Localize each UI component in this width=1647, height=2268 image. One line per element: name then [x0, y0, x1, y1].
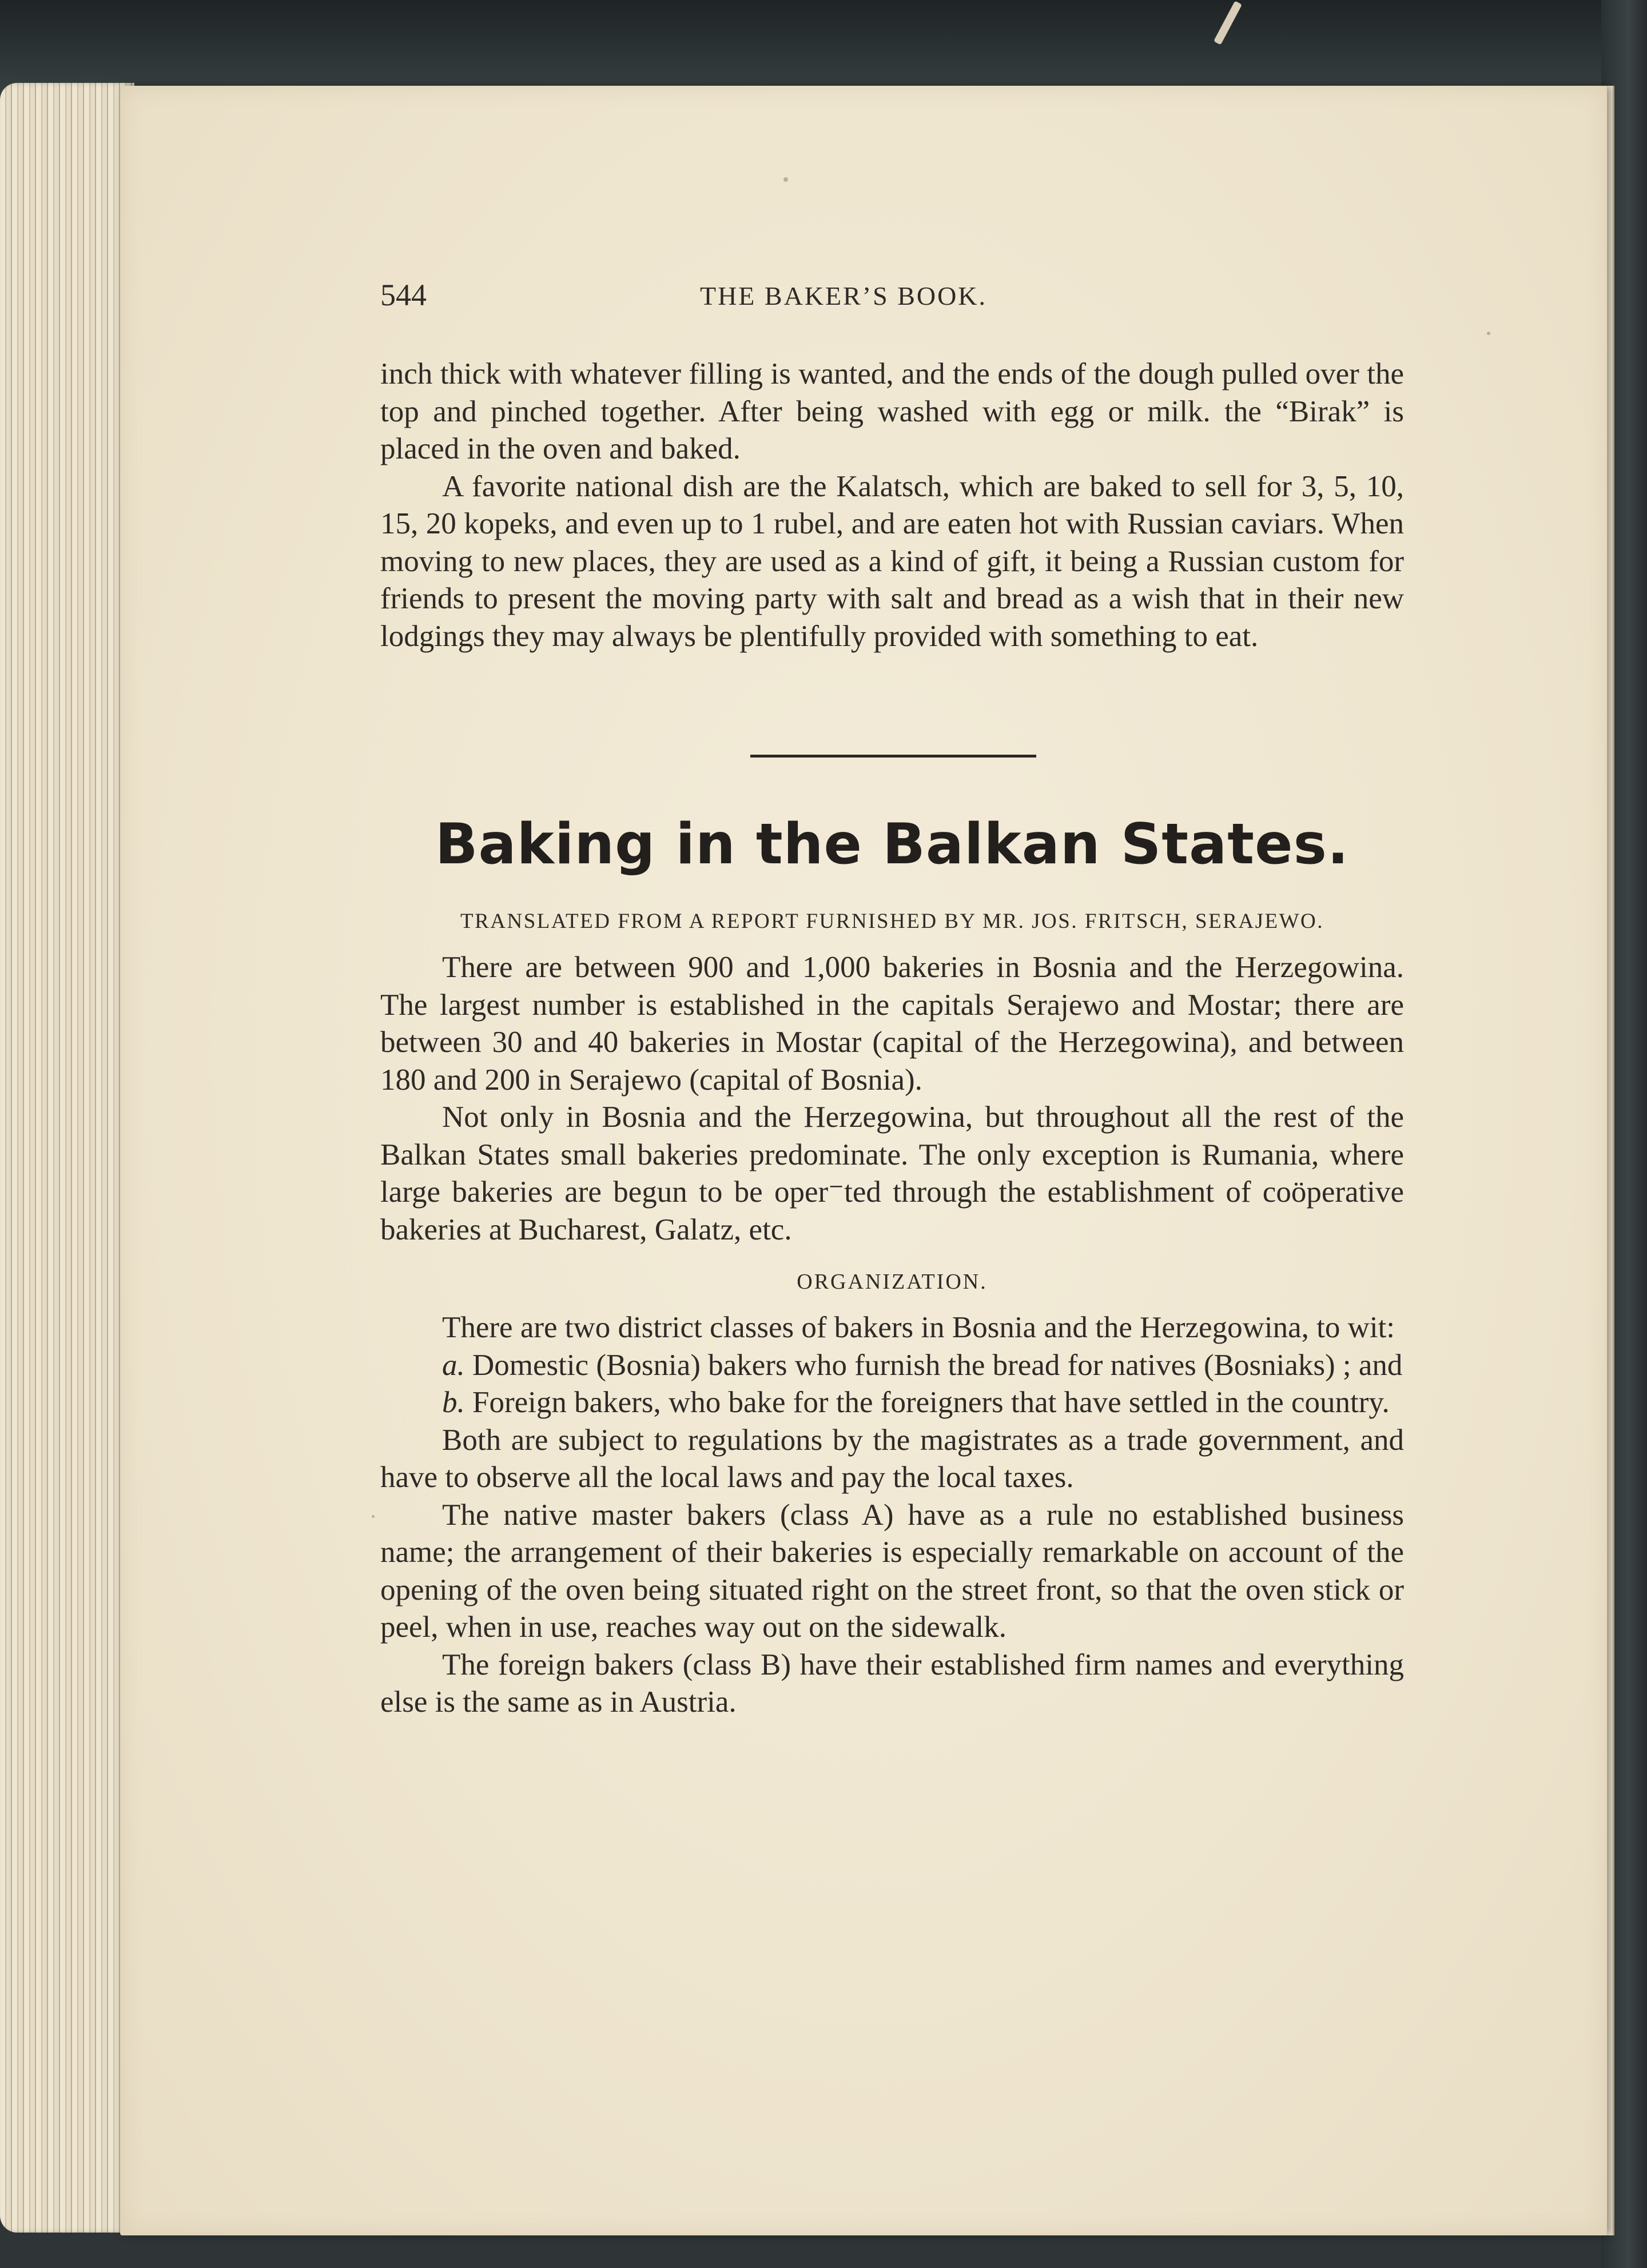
book-page: [120, 86, 1607, 2235]
intro-paragraph-2: A favorite national dish are the Kalatsch, which are baked to sell for 3, 5, 10, 15, 20 kopeks, and even up to 1 rubel, and are eaten hot with Russian caviars. When moving to new places, they are used as a kind of gift, it being a Russian custom for friends to present the moving party with salt and bread as a wish that in their new lodgings they may always be plentifully provided with something to eat.: [380, 469, 1404, 653]
book-binding-top: [0, 0, 1647, 100]
organization-intro: There are two district classes of bakers in Bosnia and the Herzegowina, to wit:: [442, 1311, 1395, 1344]
article-paragraph-2: Not only in Bosnia and the Herzegowina, but throughout all the rest of the Balkan States small bakeries predominate. The only exception is Rumania, where large bakeries are begun to be oper⁻ted through the establishment of coöperative bakeries at Bucharest, Galatz, etc.: [380, 1101, 1404, 1246]
article-intro-block: [380, 949, 1404, 1249]
page-edges-stack: [0, 83, 134, 2233]
closing-paragraph-3: The foreign bakers (class B) have their established firm names and everything else is the same as in Austria.: [380, 1648, 1404, 1719]
list-item-text: Foreign bakers, who bake for the foreigners that have settled in the country.: [472, 1386, 1390, 1419]
closing-paragraph-2: The native master bakers (class A) have as a rule no established business name; the arrangement of their bakeries is especially remarkable on account of the opening of the oven being situated right on the street front, so that the oven stick or peel, when in use, reaches way out on the sidewalk.: [380, 1498, 1404, 1644]
list-item-text: Domestic (Bosnia) bakers who furnish the bread for natives (Bosniaks) ; and: [472, 1348, 1403, 1382]
article-heading: Baking in the Balkan States.: [435, 812, 1350, 877]
article-paragraph-1: There are between 900 and 1,000 bakeries in Bosnia and the Herzegowina. The largest number is established in the capitals Serajewo and Mostar; there are between 30 and 40 bakeries in Mostar (capital of the Herzegowina), and between 180 and 200 in Serajewo (capital of Bosnia).: [380, 951, 1404, 1097]
list-item-marker: a.: [442, 1348, 465, 1382]
list-item: [380, 1347, 1404, 1385]
section-divider-rule: [750, 755, 1036, 758]
paper-speck: [372, 1515, 375, 1518]
page-header: [380, 277, 1407, 317]
running-title: THE BAKER’S BOOK.: [699, 281, 988, 310]
intro-text-block: [380, 356, 1404, 655]
paper-speck: [783, 177, 788, 182]
closing-paragraph-1: Both are subject to regulations by the magistrates as a trade government, and have to observe all the local laws and pay the local taxes.: [380, 1423, 1404, 1494]
intro-paragraph-1: inch thick with whatever filling is wanted, and the ends of the dough pulled over the top and pinched together. After being washed with egg or milk. the “Birak” is placed in the oven and baked.: [380, 357, 1404, 465]
section-title-organization: ORGANIZATION.: [797, 1270, 988, 1294]
organization-block: [380, 1309, 1404, 1721]
paper-speck: [1487, 332, 1490, 335]
list-item-marker: b.: [442, 1386, 465, 1419]
article-subtitle: TRANSLATED FROM A REPORT FURNISHED BY MR. JOS. FRITSCH, SERAJEWO.: [460, 910, 1324, 933]
page-number: 544: [380, 278, 427, 312]
list-item: [380, 1384, 1404, 1422]
